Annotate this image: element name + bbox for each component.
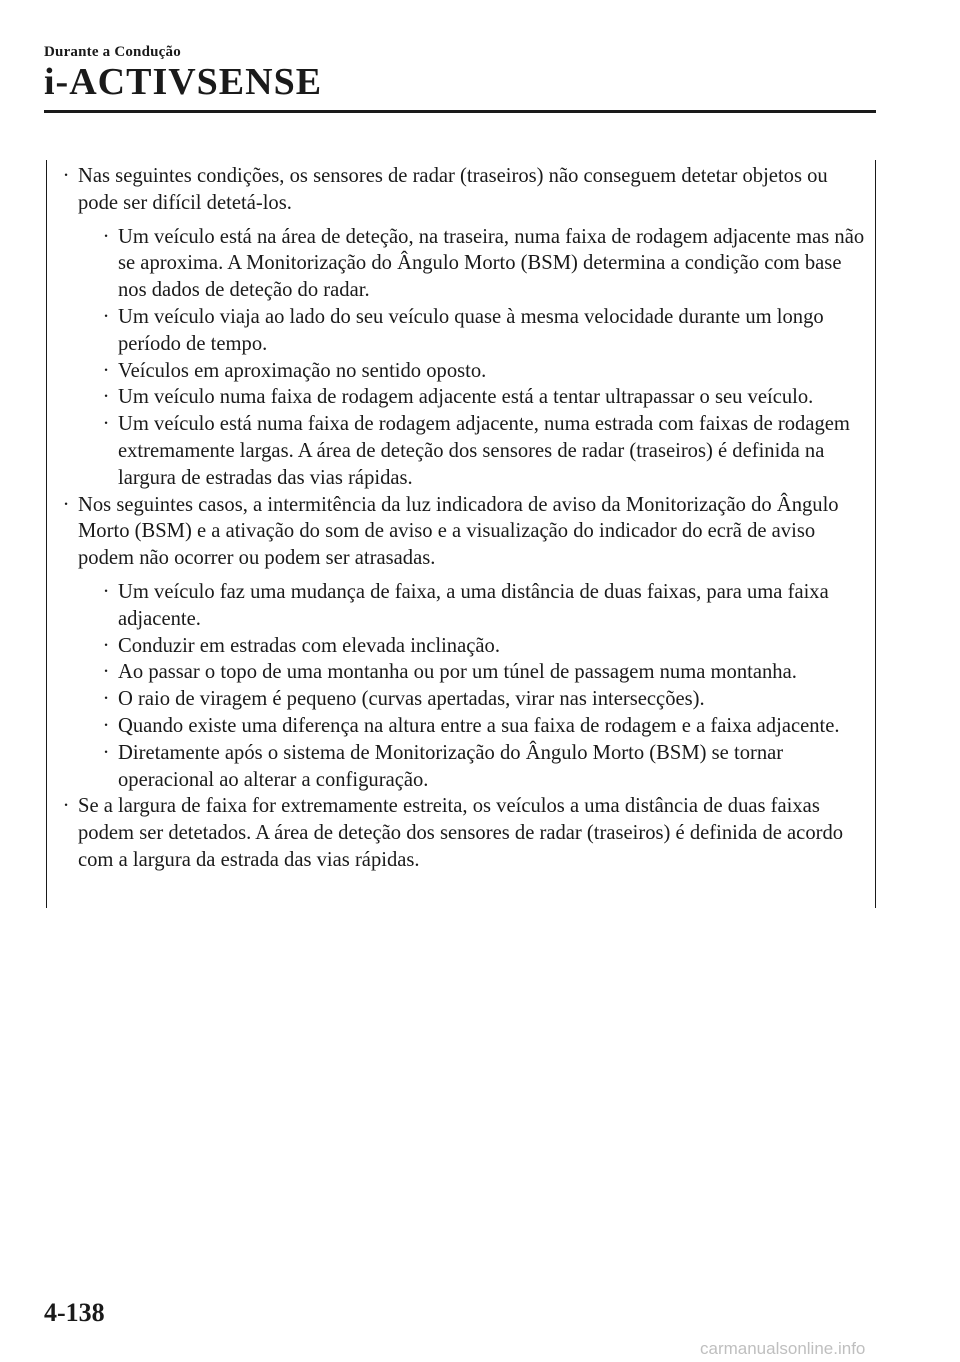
content-block xyxy=(58,163,866,874)
bullet-icon: · xyxy=(62,795,70,818)
sub-list-item-text: Um veículo numa faixa de rodagem adjacente está a tentar ultrapassar o seu veículo. xyxy=(118,386,814,409)
sub-list-item xyxy=(78,304,866,358)
sub-list xyxy=(78,579,866,793)
list-item xyxy=(58,492,866,794)
sub-list-item xyxy=(78,659,866,686)
sub-list-item-text: Conduzir em estradas com elevada inclinação. xyxy=(118,634,500,657)
list-item xyxy=(58,163,866,492)
list-item-text: Nas seguintes condições, os sensores de radar (traseiros) não conseguem detetar objetos ou pode ser difícil detetá-los. xyxy=(78,165,828,214)
bullet-icon: · xyxy=(102,580,110,603)
bullet-icon: · xyxy=(102,413,110,436)
sub-list-item xyxy=(78,358,866,385)
bullet-icon: · xyxy=(102,386,110,409)
list-item-text: Se a largura de faixa for extremamente estreita, os veículos a uma distância de duas faixas podem ser detetados. A área de deteção dos sensores de radar (traseiros) é definida de acordo com a largura da estrada das vias rápidas. xyxy=(78,795,844,871)
sub-list-item-text: Diretamente após o sistema de Monitorização do Ângulo Morto (BSM) se tornar operacional ao alterar a configuração. xyxy=(118,741,784,791)
sub-list-item-text: Veículos em aproximação no sentido oposto. xyxy=(118,359,487,382)
watermark: carmanualsonline.info xyxy=(700,1339,866,1358)
list-item-text: Nos seguintes casos, a intermitência da luz indicadora de aviso da Monitorização do Ângulo Morto (BSM) e a ativação do som de aviso e a visualização do indicador do ecrã de aviso podem não ocorrer ou podem ser atrasadas. xyxy=(78,493,839,570)
sub-list-item xyxy=(78,633,866,660)
bullet-icon: · xyxy=(102,359,110,382)
chapter-title: i-ACTIVSENSE xyxy=(44,61,323,103)
section-label: Durante a Condução xyxy=(44,44,181,60)
bullet-icon: · xyxy=(102,225,110,248)
bullet-icon: · xyxy=(102,305,110,328)
sub-list-item-text: O raio de viragem é pequeno (curvas apertadas, virar nas intersecções). xyxy=(118,688,705,711)
page-number: 4-138 xyxy=(44,1298,105,1327)
sub-list-item-text: Ao passar o topo de uma montanha ou por um túnel de passagem numa montanha. xyxy=(118,661,797,684)
sub-list-item-text: Um veículo está na área de deteção, na traseira, numa faixa de rodagem adjacente mas não se aproxima. A Monitorização do Ângulo Morto (BSM) determina a condição com base nos dados de deteção do radar. xyxy=(118,225,865,302)
sub-list-item xyxy=(78,224,866,304)
sub-list-item xyxy=(78,713,866,740)
bullet-icon: · xyxy=(62,493,70,516)
main-list xyxy=(58,163,866,874)
sub-list xyxy=(78,224,866,492)
sub-list-item-text: Quando existe uma diferença na altura entre a sua faixa de rodagem e a faixa adjacente. xyxy=(118,714,840,737)
sub-list-item xyxy=(78,686,866,713)
header-divider xyxy=(44,110,876,113)
sub-list-item-text: Um veículo faz uma mudança de faixa, a uma distância de duas faixas, para uma faixa adjacente. xyxy=(118,580,829,630)
sub-list-item xyxy=(78,740,866,794)
content-border-right xyxy=(875,160,876,908)
sub-list-item xyxy=(78,384,866,411)
bullet-icon: · xyxy=(102,688,110,711)
bullet-icon: · xyxy=(102,661,110,684)
list-item xyxy=(58,793,866,873)
content-border-left xyxy=(46,160,47,908)
sub-list-item xyxy=(78,579,866,633)
bullet-icon: · xyxy=(102,741,110,764)
sub-list-item-text: Um veículo está numa faixa de rodagem adjacente, numa estrada com faixas de rodagem extremamente largas. A área de deteção dos sensores de radar (traseiros) é definida na largura de estradas das vias rápidas. xyxy=(118,413,850,489)
sub-list-item-text: Um veículo viaja ao lado do seu veículo quase à mesma velocidade durante um longo período de tempo. xyxy=(118,305,824,355)
bullet-icon: · xyxy=(102,714,110,737)
bullet-icon: · xyxy=(102,634,110,657)
bullet-icon: · xyxy=(62,165,70,187)
sub-list-item xyxy=(78,411,866,491)
